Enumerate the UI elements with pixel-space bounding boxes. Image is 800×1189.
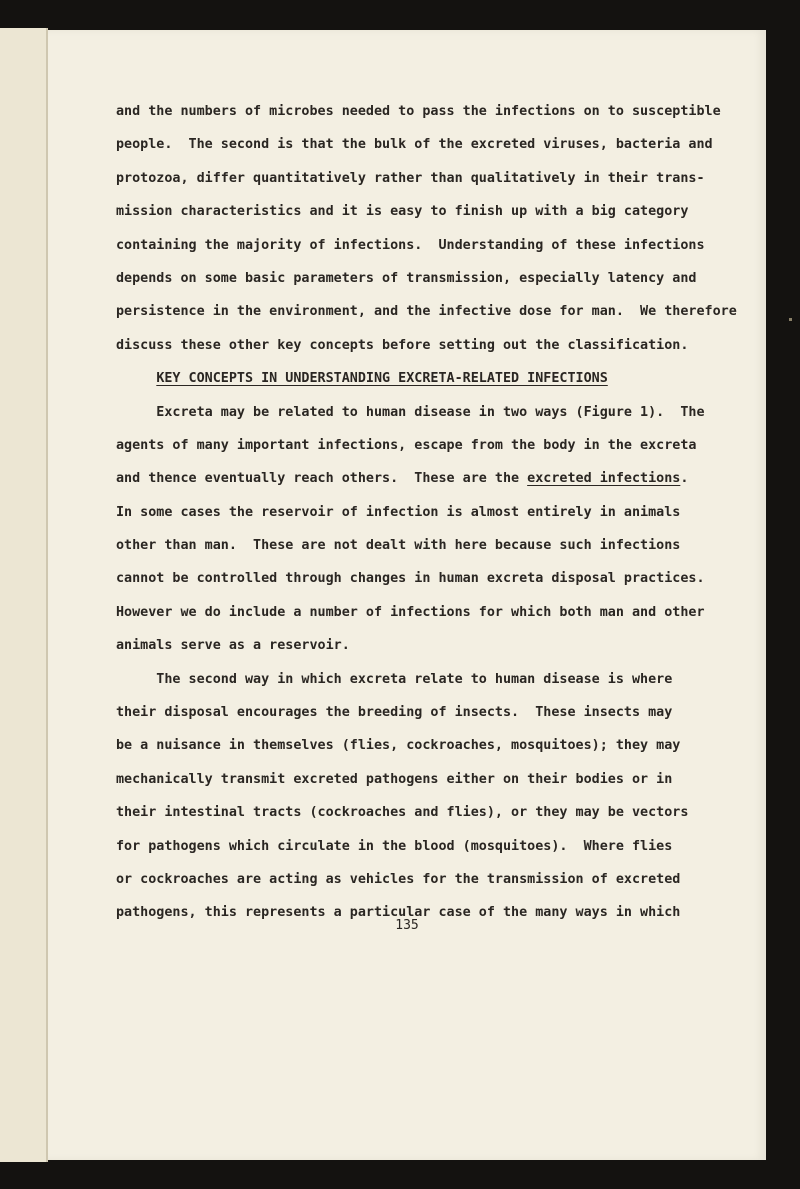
text-line: be a nuisance in themselves (flies, cockroaches, mosquitoes); they may [116,738,681,754]
text-line: pathogens, this represents a particular case of the many ways in which [116,905,681,921]
text-line: protozoa, differ quantitatively rather than qualitatively in their trans- [116,170,705,186]
book-page [48,30,766,1160]
text-line: mechanically transmit excreted pathogens either on their bodies or in [116,771,673,787]
text-line [116,462,756,495]
text-line: mission characteristics and it is easy to finish up with a big category [116,204,689,220]
text-line: and the numbers of microbes needed to pass the infections on to susceptible [116,104,721,119]
scan-mark [789,318,792,321]
section-heading [116,362,756,395]
text-line: their disposal encourages the breeding of insects. These insects may [116,705,673,721]
text-line: persistence in the environment, and the infective dose for man. We therefore [116,304,737,320]
text-line: Excreta may be related to human disease in two ways (Figure 1). The [116,404,705,420]
text-line: discuss these other key concepts before setting out the classification. [116,337,689,353]
text-line: The second way in which excreta relate to human disease is where [116,671,673,687]
text-segment: and thence eventually reach others. These are the [116,471,528,487]
text-line: containing the majority of infections. Understanding of these infections [116,237,705,253]
text-segment: . [680,471,689,487]
text-line: In some cases the reservoir of infection is almost entirely in animals [116,504,681,520]
text-line: animals serve as a reservoir. [116,638,350,654]
section-heading-text: KEY CONCEPTS IN UNDERSTANDING EXCRETA-RELATED INFECTIONS [156,371,608,387]
text-line: cannot be controlled through changes in human excreta disposal practices. [116,571,705,587]
text-line: agents of many important infections, escape from the body in the excreta [116,437,697,453]
text-line: depends on some basic parameters of transmission, especially latency and [116,270,697,286]
page-number: 135 [395,918,419,933]
text-line: other than man. These are not dealt with here because such infections [116,538,681,554]
text-line: for pathogens which circulate in the blood (mosquitoes). Where flies [116,838,673,854]
previous-page-edge [0,28,48,1162]
text-line: However we do include a number of infections for which both man and other [116,604,705,620]
text-line: or cockroaches are acting as vehicles for the transmission of excreted [116,871,681,887]
text-line: people. The second is that the bulk of the excreted viruses, bacteria and [116,137,713,153]
text-line: their intestinal tracts (cockroaches and flies), or they may be vectors [116,805,689,821]
page-body [116,95,756,930]
underlined-term: excreted infections [527,471,681,487]
